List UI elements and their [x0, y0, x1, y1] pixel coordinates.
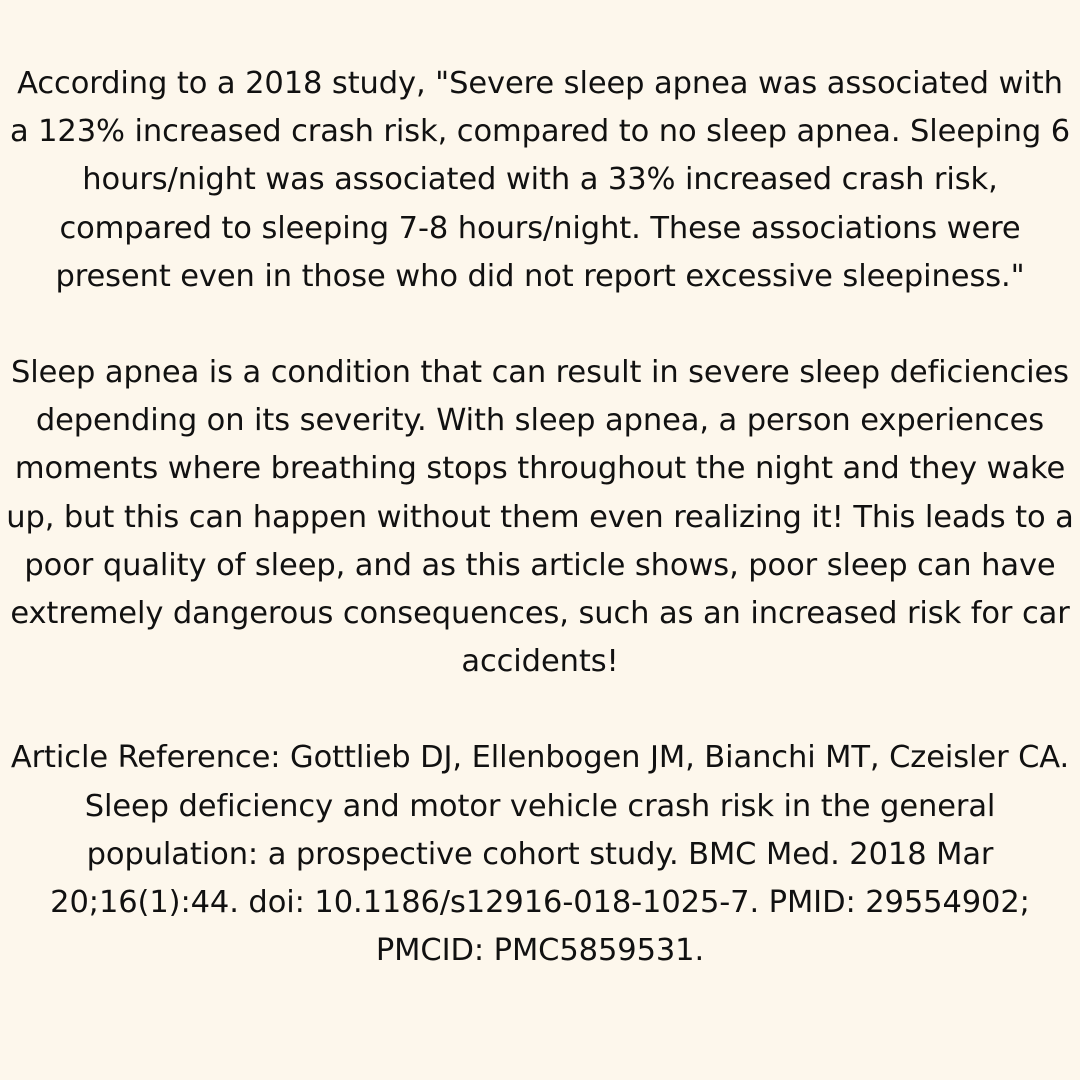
paragraph-spacer: [4, 686, 1076, 734]
explanation-paragraph: Sleep apnea is a condition that can result in severe sleep deficiencies depending on its severity. With sleep apnea, a person experiences moments where breathing stops throughout the night and they wake up, but this can happen without them even realizing it! This leads to a poor quality of sleep, and as this article shows, poor sleep can have extremely dangerous consequences, such as an increased risk for car accidents!: [6, 355, 1074, 680]
article-reference-paragraph: Article Reference: Gottlieb DJ, Ellenbogen JM, Bianchi MT, Czeisler CA. Sleep deficiency and motor vehicle crash risk in the general population: a prospective cohort study. BMC Med. 2018 Mar 20;16(1):44. doi: 10.1186/s12916-018-1025-7. PMID: 29554902; PMCID: PMC5859531.: [10, 740, 1070, 969]
paragraph-spacer: [4, 301, 1076, 349]
study-quote-paragraph: According to a 2018 study, "Severe sleep apnea was associated with a 123% increased crash risk, compared to no sleep apnea. Sleeping 6 hours/night was associated with a 33% increased crash risk, compared to sleeping 7-8 hours/night. These associations were present even in those who did not report excessive sleepiness.": [9, 66, 1071, 294]
